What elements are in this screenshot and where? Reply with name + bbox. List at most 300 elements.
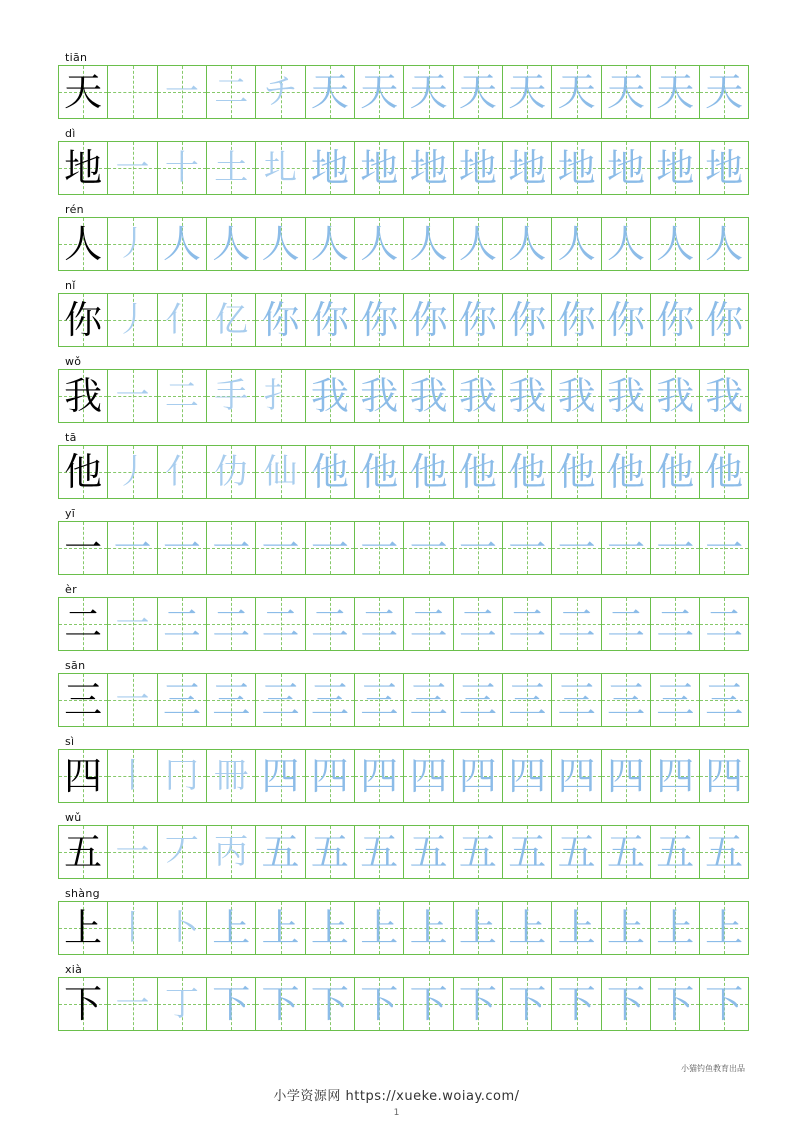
character-glyph: 你 xyxy=(458,298,497,342)
character-glyph: 一 xyxy=(458,526,497,570)
model-character-cell xyxy=(58,445,107,499)
practice-cell xyxy=(453,521,502,575)
practice-cell xyxy=(255,369,304,423)
character-glyph: 下 xyxy=(606,982,645,1026)
practice-cell xyxy=(255,141,304,195)
character-glyph: 一 xyxy=(310,526,349,570)
practice-cell xyxy=(650,141,699,195)
character-glyph: 上 xyxy=(409,906,448,950)
character-glyph: 上 xyxy=(458,906,497,950)
practice-cell xyxy=(699,65,748,119)
character-glyph: 五 xyxy=(310,830,349,874)
character-glyph: 五 xyxy=(656,830,695,874)
practice-cell xyxy=(305,293,354,347)
practice-row xyxy=(58,660,749,727)
practice-cell xyxy=(650,673,699,727)
character-glyph: 五 xyxy=(458,830,497,874)
character-glyph: 上 xyxy=(261,906,300,950)
character-glyph: 我 xyxy=(458,374,497,418)
character-glyph: 你 xyxy=(261,298,300,342)
character-grid xyxy=(58,65,749,119)
character-glyph: 上 xyxy=(64,906,103,950)
practice-cell xyxy=(650,445,699,499)
character-glyph: 三 xyxy=(360,678,399,722)
character-glyph: 二 xyxy=(162,602,201,646)
character-glyph: 他 xyxy=(360,450,399,494)
character-glyph: 地 xyxy=(409,146,448,190)
practice-cell xyxy=(551,369,600,423)
character-glyph: 下 xyxy=(310,982,349,1026)
practice-cell xyxy=(305,217,354,271)
model-character-cell xyxy=(58,521,107,575)
character-glyph: 天 xyxy=(508,70,547,114)
practice-cell xyxy=(305,369,354,423)
character-glyph: 三 xyxy=(557,678,596,722)
practice-cell xyxy=(305,65,354,119)
character-glyph: 他 xyxy=(508,450,547,494)
character-glyph: 他 xyxy=(458,450,497,494)
practice-cell xyxy=(107,369,156,423)
practice-cell xyxy=(453,369,502,423)
character-glyph: 冊 xyxy=(214,756,249,796)
practice-cell xyxy=(255,217,304,271)
practice-cell xyxy=(206,825,255,879)
character-glyph: 一 xyxy=(656,526,695,570)
practice-cell xyxy=(699,141,748,195)
practice-cell xyxy=(255,521,304,575)
character-glyph: 地 xyxy=(508,146,547,190)
practice-cell xyxy=(403,445,452,499)
pinyin-label: shàng xyxy=(65,887,100,900)
character-glyph: 四 xyxy=(261,754,300,798)
character-glyph: 人 xyxy=(705,222,744,266)
practice-cell xyxy=(403,749,452,803)
practice-cell xyxy=(650,65,699,119)
character-grid xyxy=(58,217,749,271)
character-glyph: 三 xyxy=(64,678,103,722)
character-glyph: 地 xyxy=(360,146,399,190)
practice-cell xyxy=(206,293,255,347)
practice-cell xyxy=(206,977,255,1031)
character-glyph: チ xyxy=(263,72,298,112)
practice-cell xyxy=(107,65,156,119)
practice-cell xyxy=(650,521,699,575)
character-glyph: 下 xyxy=(557,982,596,1026)
character-glyph: 他 xyxy=(606,450,645,494)
character-glyph: 丨 xyxy=(115,908,150,948)
practice-cell xyxy=(255,977,304,1031)
practice-cell xyxy=(502,217,551,271)
practice-cell xyxy=(354,369,403,423)
practice-cell xyxy=(157,673,206,727)
character-glyph: 天 xyxy=(606,70,645,114)
character-glyph: 下 xyxy=(409,982,448,1026)
practice-cell xyxy=(502,293,551,347)
character-glyph: 二 xyxy=(310,602,349,646)
character-glyph: 二 xyxy=(212,602,251,646)
character-glyph: 人 xyxy=(360,222,399,266)
character-glyph: 上 xyxy=(606,906,645,950)
character-glyph: 上 xyxy=(310,906,349,950)
practice-cell xyxy=(453,293,502,347)
character-glyph: 上 xyxy=(557,906,596,950)
character-grid xyxy=(58,749,749,803)
character-glyph: 我 xyxy=(557,374,596,418)
character-glyph: 二 xyxy=(557,602,596,646)
pinyin-label: nǐ xyxy=(65,279,76,292)
practice-cell xyxy=(157,293,206,347)
practice-cell xyxy=(255,65,304,119)
character-grid xyxy=(58,673,749,727)
character-glyph: 下 xyxy=(458,982,497,1026)
practice-cell xyxy=(255,749,304,803)
character-glyph: 五 xyxy=(409,830,448,874)
pinyin-label: èr xyxy=(65,583,77,596)
character-glyph: 地 xyxy=(64,146,103,190)
character-glyph: 五 xyxy=(705,830,744,874)
pinyin-label: wǔ xyxy=(65,811,82,824)
character-glyph: 四 xyxy=(508,754,547,798)
character-glyph: 圠 xyxy=(263,148,298,188)
practice-cell xyxy=(255,825,304,879)
character-glyph: 一 xyxy=(212,526,251,570)
model-character-cell xyxy=(58,673,107,727)
character-glyph: 三 xyxy=(212,678,251,722)
practice-cell xyxy=(107,141,156,195)
character-grid xyxy=(58,141,749,195)
practice-row xyxy=(58,280,749,347)
practice-cell xyxy=(699,369,748,423)
practice-cell xyxy=(453,65,502,119)
character-glyph: 地 xyxy=(458,146,497,190)
character-glyph: 地 xyxy=(310,146,349,190)
practice-cell xyxy=(601,141,650,195)
practice-cell xyxy=(255,293,304,347)
character-glyph: 五 xyxy=(557,830,596,874)
practice-cell xyxy=(403,597,452,651)
character-glyph: 丁 xyxy=(164,984,199,1024)
model-character-cell xyxy=(58,217,107,271)
practice-cell xyxy=(354,65,403,119)
character-glyph: 一 xyxy=(115,376,150,416)
practice-cell xyxy=(354,825,403,879)
character-glyph: 卜 xyxy=(164,908,199,948)
practice-cell xyxy=(699,293,748,347)
practice-cell xyxy=(157,369,206,423)
character-glyph: 二 xyxy=(508,602,547,646)
practice-cell xyxy=(551,825,600,879)
practice-cell xyxy=(551,141,600,195)
character-glyph: 丿 xyxy=(115,224,150,264)
practice-row xyxy=(58,356,749,423)
character-glyph: 二 xyxy=(458,602,497,646)
character-glyph: 人 xyxy=(64,222,103,266)
practice-cell xyxy=(354,749,403,803)
practice-cell xyxy=(206,65,255,119)
pinyin-label: rén xyxy=(65,203,84,216)
pinyin-label: tiān xyxy=(65,51,88,64)
practice-cell xyxy=(502,673,551,727)
character-glyph: 天 xyxy=(64,70,103,114)
character-glyph: 二 xyxy=(705,602,744,646)
model-character-cell xyxy=(58,369,107,423)
practice-cell xyxy=(206,521,255,575)
practice-cell xyxy=(305,597,354,651)
practice-cell xyxy=(601,521,650,575)
practice-cell xyxy=(157,65,206,119)
practice-cell xyxy=(157,825,206,879)
practice-cell xyxy=(403,217,452,271)
character-grid xyxy=(58,825,749,879)
practice-cell xyxy=(305,141,354,195)
practice-cell xyxy=(699,977,748,1031)
practice-cell xyxy=(354,977,403,1031)
character-glyph: 丆 xyxy=(164,832,199,872)
character-glyph: 人 xyxy=(508,222,547,266)
practice-cell xyxy=(601,445,650,499)
character-glyph: 五 xyxy=(64,830,103,874)
character-glyph: 四 xyxy=(458,754,497,798)
practice-cell xyxy=(403,825,452,879)
practice-cell xyxy=(157,749,206,803)
pinyin-label: sì xyxy=(65,735,75,748)
practice-cell xyxy=(502,749,551,803)
character-glyph: 一 xyxy=(360,526,399,570)
character-glyph: 人 xyxy=(212,222,251,266)
practice-cell xyxy=(551,521,600,575)
character-glyph: 四 xyxy=(310,754,349,798)
character-glyph: 你 xyxy=(310,298,349,342)
character-glyph: 三 xyxy=(162,678,201,722)
character-glyph: 三 xyxy=(261,678,300,722)
practice-cell xyxy=(502,141,551,195)
character-glyph: 一 xyxy=(115,604,150,644)
practice-cell xyxy=(107,521,156,575)
character-glyph: 一 xyxy=(162,526,201,570)
character-glyph: 人 xyxy=(656,222,695,266)
character-glyph: 二 xyxy=(214,72,249,112)
practice-cell xyxy=(157,977,206,1031)
practice-cell xyxy=(699,825,748,879)
practice-cell xyxy=(107,597,156,651)
practice-cell xyxy=(650,597,699,651)
character-glyph: 我 xyxy=(705,374,744,418)
practice-cell xyxy=(551,217,600,271)
character-glyph: 下 xyxy=(508,982,547,1026)
practice-cell xyxy=(601,369,650,423)
character-glyph: 一 xyxy=(705,526,744,570)
practice-cell xyxy=(502,825,551,879)
practice-cell xyxy=(601,825,650,879)
practice-cell xyxy=(354,673,403,727)
practice-cell xyxy=(157,597,206,651)
practice-cell xyxy=(551,977,600,1031)
practice-cell xyxy=(551,673,600,727)
practice-cell xyxy=(206,673,255,727)
practice-row xyxy=(58,432,749,499)
character-glyph: 人 xyxy=(458,222,497,266)
practice-cell xyxy=(601,217,650,271)
character-glyph: 下 xyxy=(64,982,103,1026)
practice-cell xyxy=(403,977,452,1031)
practice-cell xyxy=(157,521,206,575)
practice-cell xyxy=(551,901,600,955)
model-character-cell xyxy=(58,825,107,879)
character-glyph: 四 xyxy=(656,754,695,798)
practice-cell xyxy=(453,445,502,499)
character-glyph: 你 xyxy=(64,298,103,342)
model-character-cell xyxy=(58,65,107,119)
practice-cell xyxy=(551,597,600,651)
practice-cell xyxy=(305,521,354,575)
practice-cell xyxy=(453,141,502,195)
practice-cell xyxy=(107,825,156,879)
character-glyph: 丿 xyxy=(115,300,150,340)
character-glyph: 他 xyxy=(656,450,695,494)
practice-cell xyxy=(551,293,600,347)
character-glyph: 亻 xyxy=(164,300,199,340)
character-glyph: 你 xyxy=(557,298,596,342)
practice-cell xyxy=(403,901,452,955)
character-grid xyxy=(58,977,749,1031)
character-glyph: 你 xyxy=(360,298,399,342)
character-glyph: 五 xyxy=(360,830,399,874)
practice-cell xyxy=(107,749,156,803)
pinyin-label: tā xyxy=(65,431,77,444)
practice-cell xyxy=(255,901,304,955)
model-character-cell xyxy=(58,901,107,955)
character-glyph: 一 xyxy=(164,72,199,112)
practice-cell xyxy=(157,141,206,195)
character-glyph: 人 xyxy=(409,222,448,266)
practice-cell xyxy=(305,901,354,955)
practice-cell xyxy=(255,445,304,499)
practice-cell xyxy=(601,597,650,651)
character-glyph: 他 xyxy=(557,450,596,494)
practice-cell xyxy=(502,597,551,651)
character-glyph: 一 xyxy=(115,680,150,720)
practice-cell xyxy=(305,749,354,803)
practice-cell xyxy=(354,901,403,955)
practice-cell xyxy=(255,597,304,651)
character-glyph: 你 xyxy=(705,298,744,342)
practice-row xyxy=(58,964,749,1031)
character-glyph: 我 xyxy=(360,374,399,418)
practice-cell xyxy=(354,293,403,347)
character-glyph: 二 xyxy=(261,602,300,646)
model-character-cell xyxy=(58,749,107,803)
practice-cell xyxy=(255,673,304,727)
model-character-cell xyxy=(58,293,107,347)
model-character-cell xyxy=(58,597,107,651)
page-number: 1 xyxy=(393,1108,400,1118)
practice-cell xyxy=(502,445,551,499)
character-glyph: 三 xyxy=(606,678,645,722)
practice-cell xyxy=(403,141,452,195)
practice-cell xyxy=(650,825,699,879)
practice-rows xyxy=(58,52,749,1040)
character-glyph: 他 xyxy=(409,450,448,494)
character-grid xyxy=(58,597,749,651)
character-glyph: 四 xyxy=(64,754,103,798)
character-glyph: 二 xyxy=(164,376,199,416)
character-glyph: 上 xyxy=(508,906,547,950)
character-glyph xyxy=(108,66,156,118)
character-grid xyxy=(58,369,749,423)
practice-cell xyxy=(403,673,452,727)
character-glyph: 上 xyxy=(656,906,695,950)
character-glyph: 五 xyxy=(508,830,547,874)
character-glyph: 他 xyxy=(705,450,744,494)
practice-cell xyxy=(601,673,650,727)
practice-cell xyxy=(206,749,255,803)
practice-cell xyxy=(206,597,255,651)
character-glyph: 十 xyxy=(164,148,199,188)
practice-cell xyxy=(206,141,255,195)
practice-row xyxy=(58,812,749,879)
practice-cell xyxy=(551,445,600,499)
character-glyph: 三 xyxy=(656,678,695,722)
practice-cell xyxy=(157,217,206,271)
character-glyph: 你 xyxy=(409,298,448,342)
character-glyph: 亻 xyxy=(164,452,199,492)
character-glyph: 四 xyxy=(705,754,744,798)
practice-cell xyxy=(650,749,699,803)
practice-cell xyxy=(551,749,600,803)
footer-site-text: 小学资源网 https://xueke.woiay.com/ xyxy=(273,1089,520,1104)
practice-cell xyxy=(502,977,551,1031)
character-glyph: 亿 xyxy=(214,300,249,340)
character-glyph: 三 xyxy=(409,678,448,722)
practice-cell xyxy=(699,217,748,271)
character-glyph: 仙 xyxy=(263,452,298,492)
practice-cell xyxy=(354,597,403,651)
character-glyph: 你 xyxy=(656,298,695,342)
practice-cell xyxy=(502,521,551,575)
character-glyph: 你 xyxy=(606,298,645,342)
practice-cell xyxy=(601,65,650,119)
character-glyph: 三 xyxy=(310,678,349,722)
practice-cell xyxy=(206,901,255,955)
character-grid xyxy=(58,445,749,499)
character-glyph: 地 xyxy=(557,146,596,190)
character-glyph: 天 xyxy=(656,70,695,114)
practice-cell xyxy=(403,369,452,423)
character-glyph: 地 xyxy=(656,146,695,190)
character-glyph: 他 xyxy=(310,450,349,494)
character-glyph: 三 xyxy=(705,678,744,722)
character-glyph: 人 xyxy=(310,222,349,266)
practice-cell xyxy=(206,445,255,499)
practice-cell xyxy=(354,445,403,499)
practice-cell xyxy=(157,445,206,499)
character-glyph: 二 xyxy=(64,602,103,646)
practice-row xyxy=(58,736,749,803)
practice-cell xyxy=(551,65,600,119)
practice-row xyxy=(58,128,749,195)
character-glyph: 我 xyxy=(508,374,547,418)
practice-cell xyxy=(601,293,650,347)
practice-row xyxy=(58,888,749,955)
character-glyph: 扌 xyxy=(263,376,298,416)
practice-cell xyxy=(403,293,452,347)
pinyin-label: wǒ xyxy=(65,355,82,368)
practice-cell xyxy=(601,901,650,955)
practice-cell xyxy=(453,977,502,1031)
practice-cell xyxy=(502,901,551,955)
character-glyph: 一 xyxy=(409,526,448,570)
page-footer xyxy=(0,1085,793,1104)
